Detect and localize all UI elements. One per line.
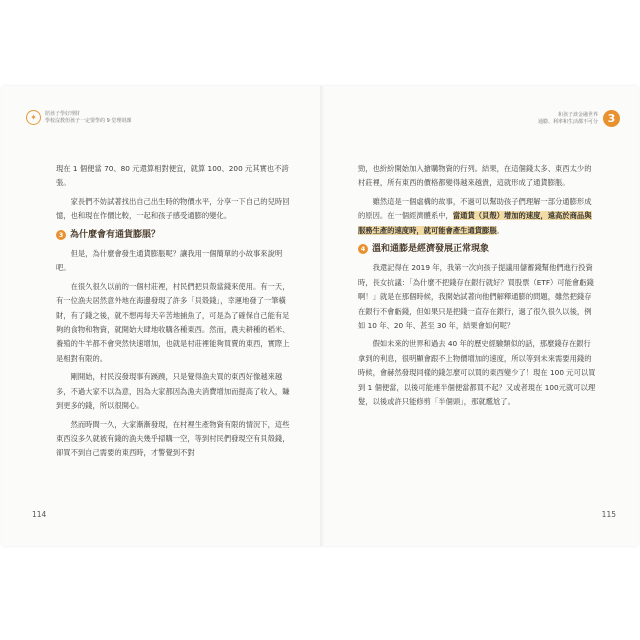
section-heading xyxy=(358,242,596,256)
bulb-icon: ✦ xyxy=(26,110,41,125)
left-running-head-line1: 陪孩子學好理財 xyxy=(45,110,81,117)
section-heading xyxy=(56,228,292,242)
paragraph: 在很久很久以前的一個村莊裡，村民們把貝殼當錢來使用。有一天，有一位漁夫居然意外地在海邊發現了許多「貝殼錢」，幸運地發了一筆橫財，有了錢之後，就不想再每天辛苦地捕魚了，可是為了確保自己能有足夠的食物和物資，就開始大肆地收購各種東西。然而，農夫耕種的稻米、養殖的牛羊都不會突然快速增加，也就是村莊裡能夠買賣的東西，實際上是相對有限的。 xyxy=(56,281,290,363)
section-title: 為什麼會有通貨膨脹？ xyxy=(70,229,161,240)
paragraph: 但是，為什麼會發生通貨膨脹呢？讓我用一個簡單的小故事來說明吧。 xyxy=(56,249,283,273)
highlighted-text: 當通貨（貝殼）增加的速度，遠高於商品與服務生產的速度時，就可能會產生通貨膨脹 xyxy=(358,211,592,235)
paragraph: 家長們不妨試著找出自己出生時的物價水平，分享一下自己的兒時回憶，也和現在作價比較，一起和孩子感受通膨的變化。 xyxy=(56,196,290,221)
section-title: 溫和通膨是經濟發展正常現象 xyxy=(372,244,490,255)
right-running-head-text xyxy=(538,112,598,126)
right-body-text xyxy=(358,162,596,414)
right-running-head-line2: 通膨、利率和生活都不可分 xyxy=(537,118,598,125)
left-page xyxy=(2,86,320,546)
paragraph: 剛開始，村民沒發現事有蹊蹺，只是覺得漁夫買的東西好像越來越多，不過大家不以為意，因為大家都因為漁夫消費增加而提高了收入，賺到更多的錢，所以很開心。 xyxy=(56,372,290,411)
right-running-head-line1: 和孩子談金融世界 xyxy=(557,111,598,118)
paragraph: 勁，也紛紛開始加入搶購物資的行列。結果，在這個錢太多、東西太少的村莊裡，所有東西的價格都變得越來越貴，這就形成了通貨膨脹。 xyxy=(358,164,592,188)
left-running-head-line2: 學校沒教但孩子一定要學的 9 堂理財課 xyxy=(45,117,132,124)
paragraph-text-end: 。 xyxy=(496,225,504,235)
page-number-right: 115 xyxy=(601,510,616,519)
right-page xyxy=(324,86,638,546)
section-number-badge: 3 xyxy=(56,230,66,240)
page-number-left: 114 xyxy=(32,510,47,519)
section-number-badge: 4 xyxy=(358,244,368,254)
paragraph-text: 雖然這是一個虛構的故事，不過可以幫助孩子們理解一部分通膨形成的原因。在一個經濟體系中， xyxy=(358,196,592,221)
chapter-number-badge: 3 xyxy=(603,110,620,127)
paragraph: 然而時間一久，大家漸漸發現，在村裡生產物資有限的情況下，這些東西沒多久就被有錢的漁夫幾乎掃購一空，等到村民們發現空有貝殼錢，卻買不到自己需要的東西時，才警覺到不對 xyxy=(56,419,290,458)
left-running-head-text xyxy=(45,111,131,125)
paragraph: 我還記得在 2019 年，我第一次向孩子提議用儲蓄錢幫他們進行投資時，長女抗議：「為什麼不把錢存在銀行就好？買股票（ETF）可能會虧錢啊！」就是在那個時候，我開始試著向他們解釋通膨的問題，雖然把錢存在銀行不會虧錢，但如果只是把錢一直存在銀行，過了很久很久以後，例如 10 年、20 年、甚至 30 年，結果會如何呢？ xyxy=(358,263,594,331)
paragraph xyxy=(358,195,596,238)
left-running-head xyxy=(26,110,131,125)
paragraph: 現在 1 個便當 70、80 元還算相對便宜，就算 100、200 元其實也不誇張。 xyxy=(56,164,289,188)
book-spread xyxy=(2,86,638,546)
right-running-head xyxy=(538,110,620,127)
left-body-text xyxy=(56,162,292,465)
paragraph: 假如未來的世界和過去 40 年的歷史經驗類似的話，那麼錢存在銀行拿到的利息，很明顯會跟不上物價增加的速度，所以等到未來需要用錢的時候，會赫然發現同樣的錢怎麼可以買的東西變少了！現在 100 元可以買到 1 個便當，以後可能連半個便當都買不起？又或者現在 100元就可以理髮，以後或許只能修剪「半個頭」，那就尷尬了。 xyxy=(358,339,596,407)
